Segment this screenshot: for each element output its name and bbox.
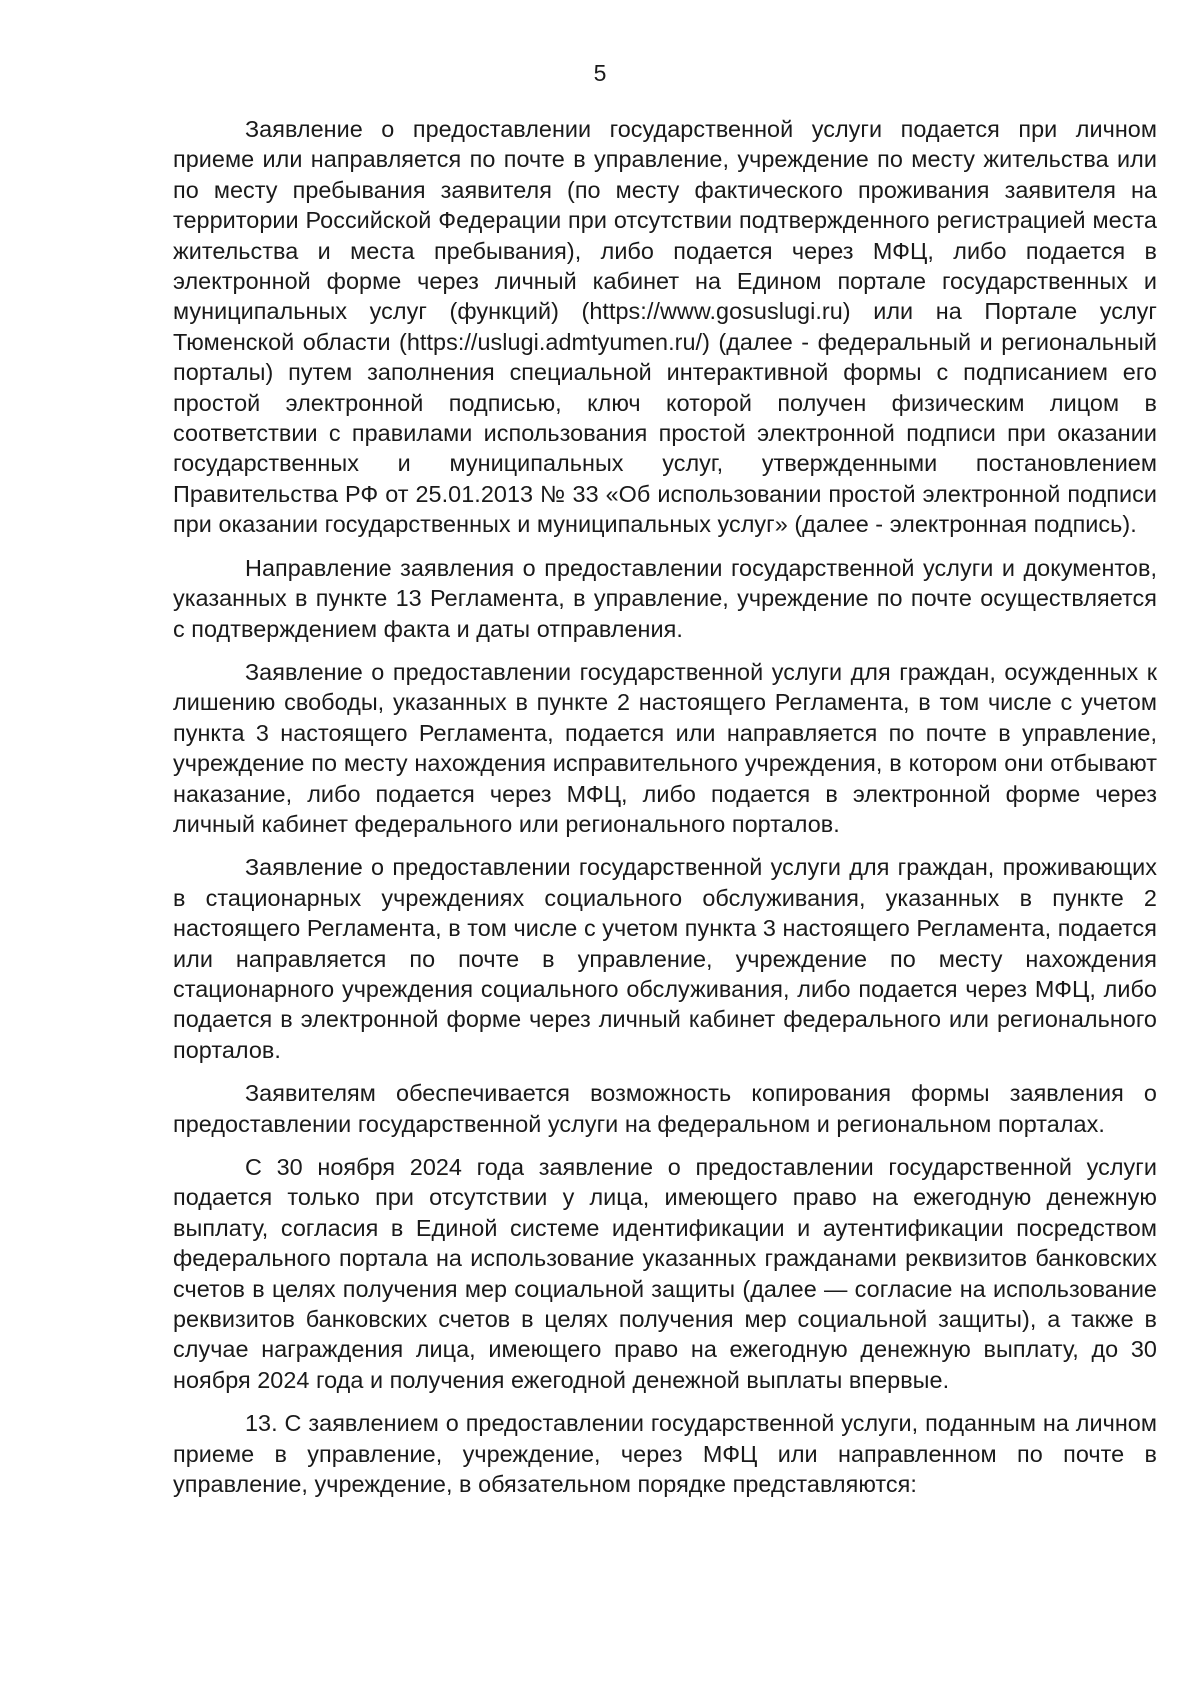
paragraph-mail-sending: Направление заявления о предоставлении государственной услуги и документов, указанных в пункте 13 Регламента, в управление, учреждение по почте осуществляется с подтверждением факта и даты отправления.: [173, 554, 1157, 642]
paragraph-form-copying: Заявителям обеспечивается возможность копирования формы заявления о предоставлении государственной услуги на федеральном и региональном порталах.: [173, 1080, 1157, 1137]
paragraph-section-13: 13. С заявлением о предоставлении государственной услуги, поданным на личном приеме в управление, учреждение, через МФЦ или направленном по почте в управление, учреждение, в обязательном порядке представляются:: [173, 1410, 1157, 1498]
page-number: 5: [593, 60, 607, 86]
paragraph-november-2024: С 30 ноября 2024 года заявление о предоставлении государственной услуги подается только при отсутствии у лица, имеющего право на ежегодную денежную выплату, согласия в Единой системе идентификации и аутентификации посредством федерального портала на использование указанных гражданами реквизитов банковских счетов в целях получения мер социальной защиты (далее — согласие на использование реквизитов банковских счетов в целях получения мер социальной защиты), а также в случае награждения лица, имеющего право на ежегодную денежную выплату, до 30 ноября 2024 года и получения ежегодной денежной выплаты впервые.: [173, 1154, 1157, 1393]
paragraph-social-institutions: Заявление о предоставлении государственной услуги для граждан, проживающих в стационарных учреждениях социального обслуживания, указанных в пункте 2 настоящего Регламента, в том числе с учетом пункта 3 настоящего Регламента, подается или направляется по почте в управление, учреждение по месту нахождения стационарного учреждения социального обслуживания, либо подается через МФЦ, либо подается в электронной форме через личный кабинет федерального или регионального порталов.: [173, 854, 1157, 1063]
document-body: [173, 114, 1157, 1512]
paragraph-convicted-citizens: Заявление о предоставлении государственной услуги для граждан, осужденных к лишению свободы, указанных в пункте 2 настоящего Регламента, в том числе с учетом пункта 3 настоящего Регламента, подается или направляется по почте в управление, учреждение по месту нахождения исправительного учреждения, в котором они отбывают наказание, либо подается через МФЦ, либо подается в электронной форме через личный кабинет федерального или регионального порталов.: [173, 658, 1157, 837]
paragraph-application-submission: Заявление о предоставлении государственной услуги подается при личном приеме или направляется по почте в управление, учреждение по месту жительства или по месту пребывания заявителя (по месту фактического проживания заявителя на территории Российской Федерации при отсутствии подтвержденного регистрацией места жительства и места пребывания), либо подается через МФЦ, либо подается в электронной форме через личный кабинет на Едином портале государственных и муниципальных услуг (функций) (https://www.gosuslugi.ru) или на Портале услуг Тюменской области (https://uslugi.admtyumen.ru/) (далее - федеральный и региональный порталы) путем заполнения специальной интерактивной формы с подписанием его простой электронной подписью, ключ которой получен физическим лицом в соответствии с правилами использования простой электронной подписи при оказании государственных и муниципальных услуг, утвержденными постановлением Правительства РФ от 25.01.2013 № 33 «Об использовании простой электронной подписи при оказании государственных и муниципальных услуг» (далее - электронная подпись).: [173, 116, 1157, 538]
